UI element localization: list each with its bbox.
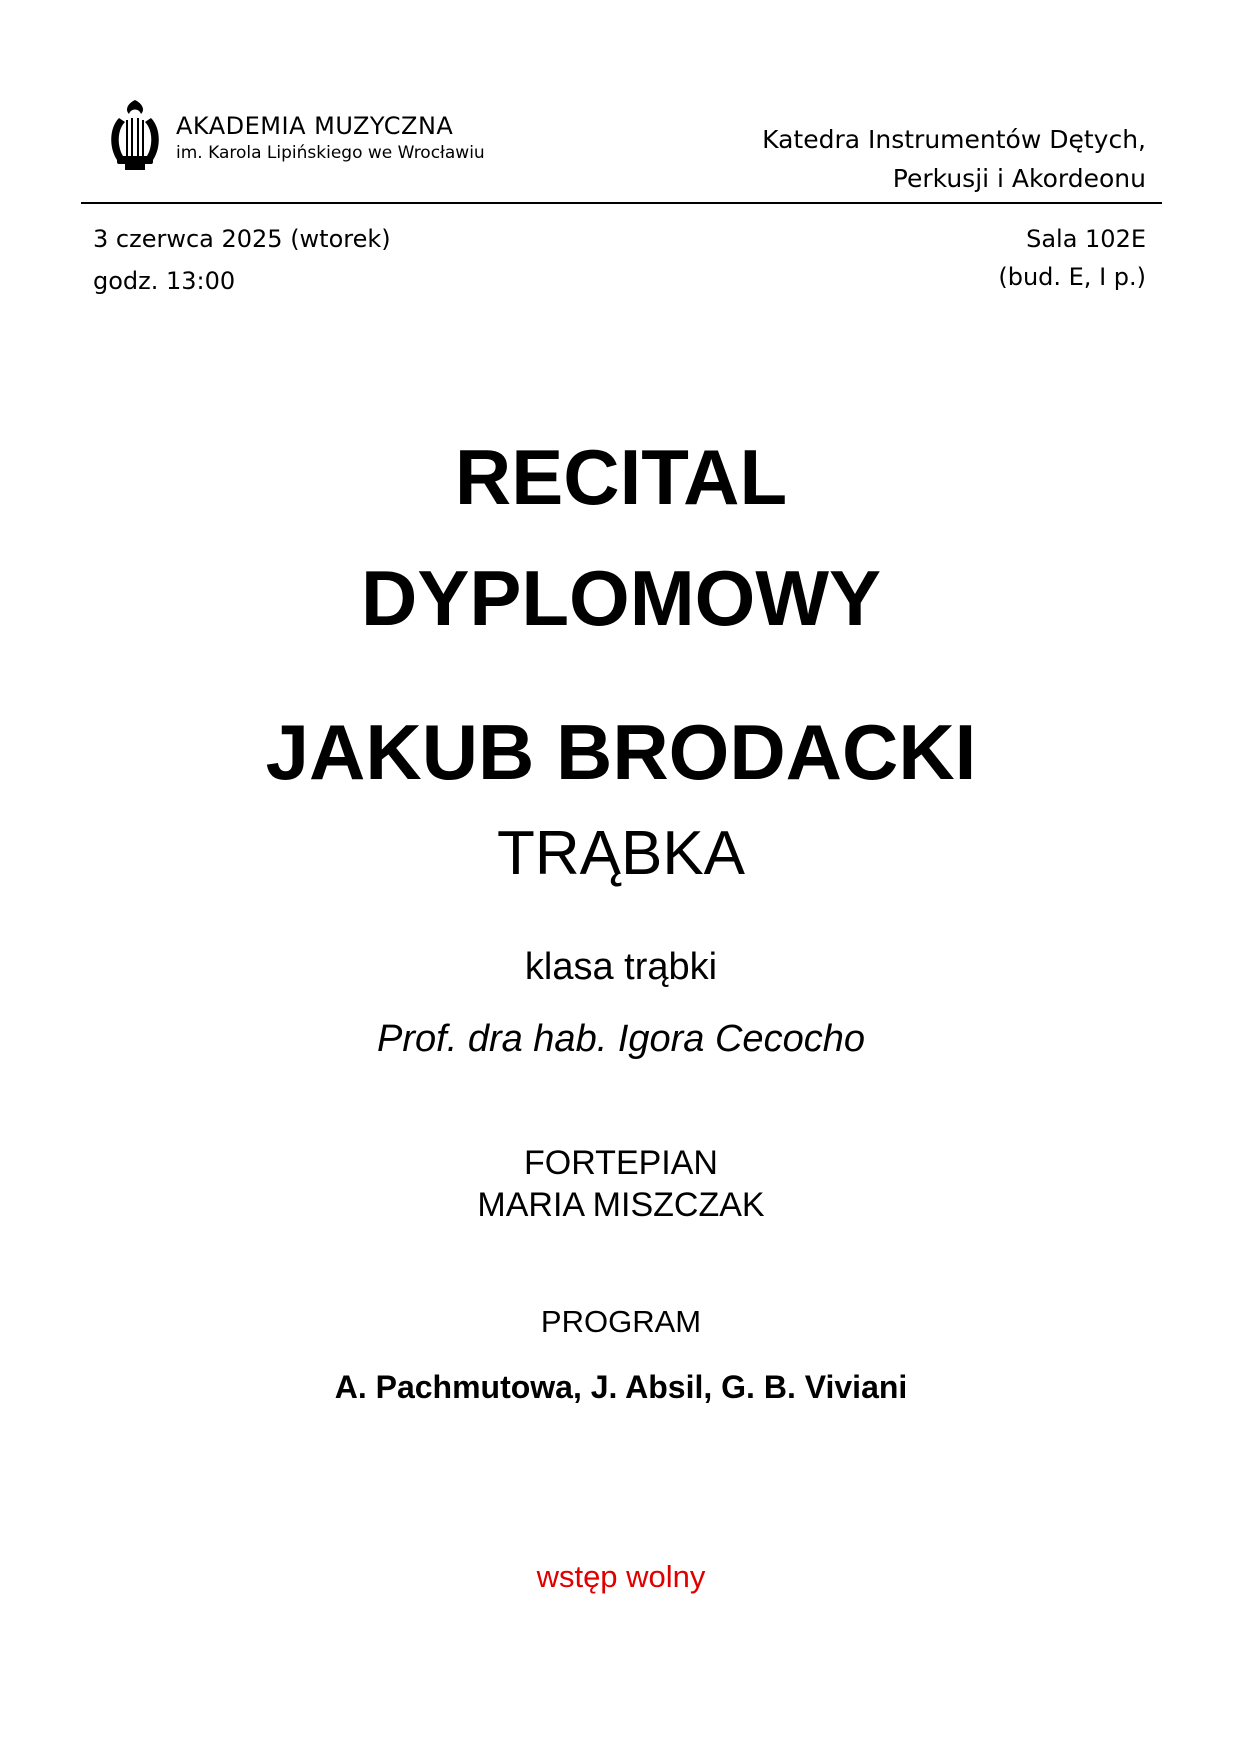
header-divider bbox=[81, 202, 1162, 204]
department-line-2: Perkusji i Akordeonu bbox=[892, 164, 1146, 193]
institution-name: AKADEMIA MUZYCZNA bbox=[176, 112, 454, 140]
event-datetime bbox=[93, 218, 391, 302]
program-composers: A. Pachmutowa, J. Absil, G. B. Viviani bbox=[334, 1369, 908, 1405]
department bbox=[762, 120, 1146, 198]
event-room: Sala 102E bbox=[1026, 225, 1146, 253]
event-time: godz. 13:00 bbox=[93, 267, 236, 295]
event-date: 3 czerwca 2025 (wtorek) bbox=[93, 225, 391, 253]
accompaniment-label: FORTEPIAN bbox=[524, 1144, 718, 1182]
class-label: klasa trąbki bbox=[524, 946, 718, 988]
title-line-2: DYPLOMOWY bbox=[361, 554, 881, 642]
lyre-icon bbox=[105, 98, 165, 178]
accompaniment bbox=[0, 1142, 1242, 1226]
instrument: TRĄBKA bbox=[496, 819, 746, 888]
institution-subtitle: im. Karola Lipińskiego we Wrocławiu bbox=[176, 143, 485, 163]
accompanist-name: MARIA MISZCZAK bbox=[477, 1186, 765, 1224]
event-location bbox=[998, 220, 1146, 296]
title-line-1: RECITAL bbox=[454, 433, 788, 521]
program-heading: PROGRAM bbox=[540, 1304, 702, 1339]
teacher-name: Prof. dra hab. Igora Cecocho bbox=[377, 1018, 865, 1060]
event-building: (bud. E, I p.) bbox=[998, 263, 1146, 291]
admission-note: wstęp wolny bbox=[536, 1559, 706, 1594]
performer-name: JAKUB BRODACKI bbox=[265, 708, 977, 796]
department-line-1: Katedra Instrumentów Dętych, bbox=[762, 125, 1146, 154]
